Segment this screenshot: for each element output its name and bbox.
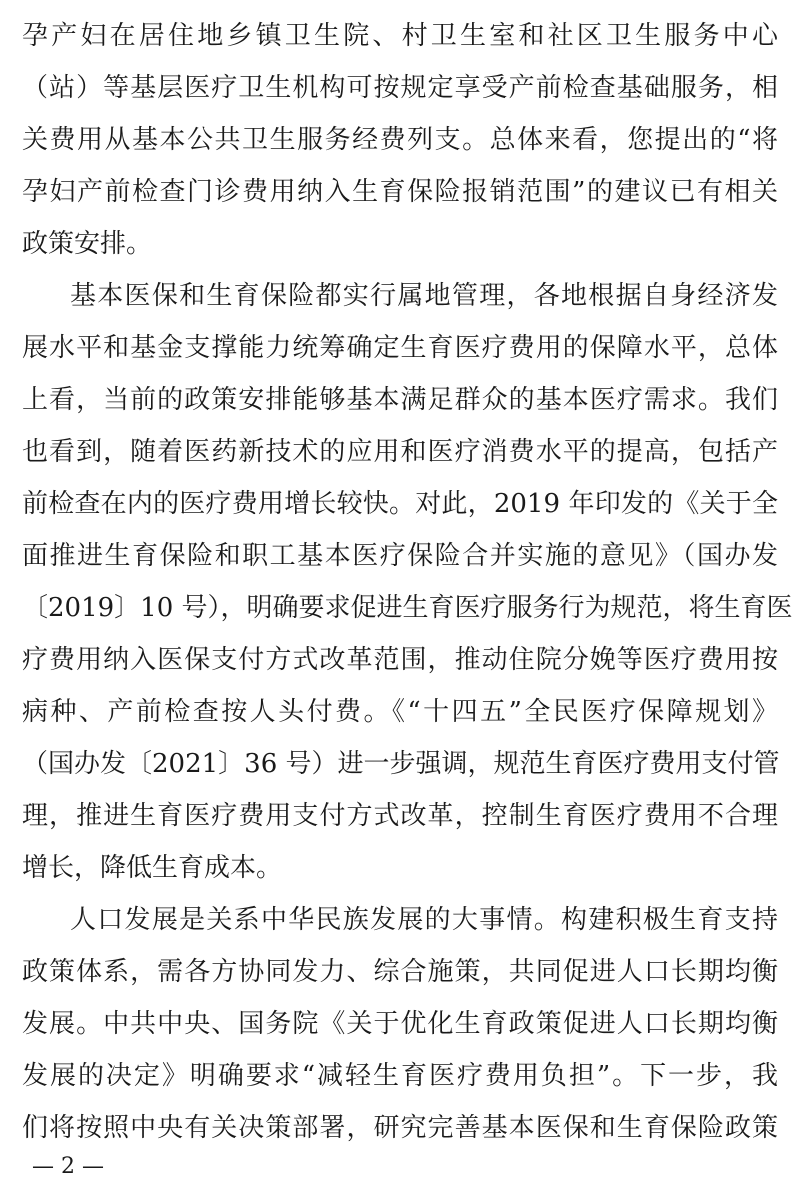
paragraph-line: 〔2019〕10 号），明确要求促进生育医疗服务行为规范，将生育医 [22, 593, 793, 623]
paragraph-line: 人口发展是关系中华民族发展的大事情。构建积极生育支持 [70, 905, 778, 935]
page-number: — 2 — [32, 1154, 104, 1179]
paragraph-line: 也看到，随着医药新技术的应用和医疗消费水平的提高，包括产 [22, 437, 778, 467]
paragraph-line: 疗费用纳入医保支付方式改革范围，推动住院分娩等医疗费用按 [22, 645, 778, 675]
paragraph-line: 展水平和基金支撑能力统筹确定生育医疗费用的保障水平，总体 [22, 333, 778, 363]
paragraph-line: 们将按照中央有关决策部署，研究完善基本医保和生育保险政策 [22, 1113, 778, 1143]
paragraph-line: （站）等基层医疗卫生机构可按规定享受产前检查基础服务，相 [22, 73, 778, 103]
paragraph-line: 政策安排。 [22, 229, 153, 259]
paragraph-line: 关费用从基本公共卫生服务经费列支。总体来看，您提出的“将 [22, 125, 778, 155]
paragraph-line: 增长，降低生育成本。 [22, 853, 283, 883]
paragraph-line: 理，推进生育医疗费用支付方式改革，控制生育医疗费用不合理 [22, 801, 778, 831]
paragraph-line: 病种、产前检查按人头付费。《“十四五”全民医疗保障规划》 [22, 697, 778, 727]
paragraph-line: 上看，当前的政策安排能够基本满足群众的基本医疗需求。我们 [22, 385, 778, 415]
paragraph-line: 政策体系，需各方协同发力、综合施策，共同促进人口长期均衡 [22, 957, 778, 987]
paragraph-line: 发展。中共中央、国务院《关于优化生育政策促进人口长期均衡 [22, 1009, 778, 1039]
paragraph-line: 发展的决定》明确要求“减轻生育医疗费用负担”。下一步，我 [22, 1061, 778, 1091]
paragraph-line: 孕妇产前检查门诊费用纳入生育保险报销范围”的建议已有相关 [22, 177, 778, 207]
paragraph-line: （国办发〔2021〕36 号）进一步强调，规范生育医疗费用支付管 [22, 749, 780, 779]
paragraph-line: 基本医保和生育保险都实行属地管理，各地根据自身经济发 [70, 281, 778, 311]
paragraph-line: 前检查在内的医疗费用增长较快。对此，2019 年印发的《关于全 [22, 489, 778, 519]
paragraph-line: 孕产妇在居住地乡镇卫生院、村卫生室和社区卫生服务中心 [22, 21, 778, 51]
paragraph-line: 面推进生育保险和职工基本医疗保险合并实施的意见》（国办发 [22, 541, 778, 571]
